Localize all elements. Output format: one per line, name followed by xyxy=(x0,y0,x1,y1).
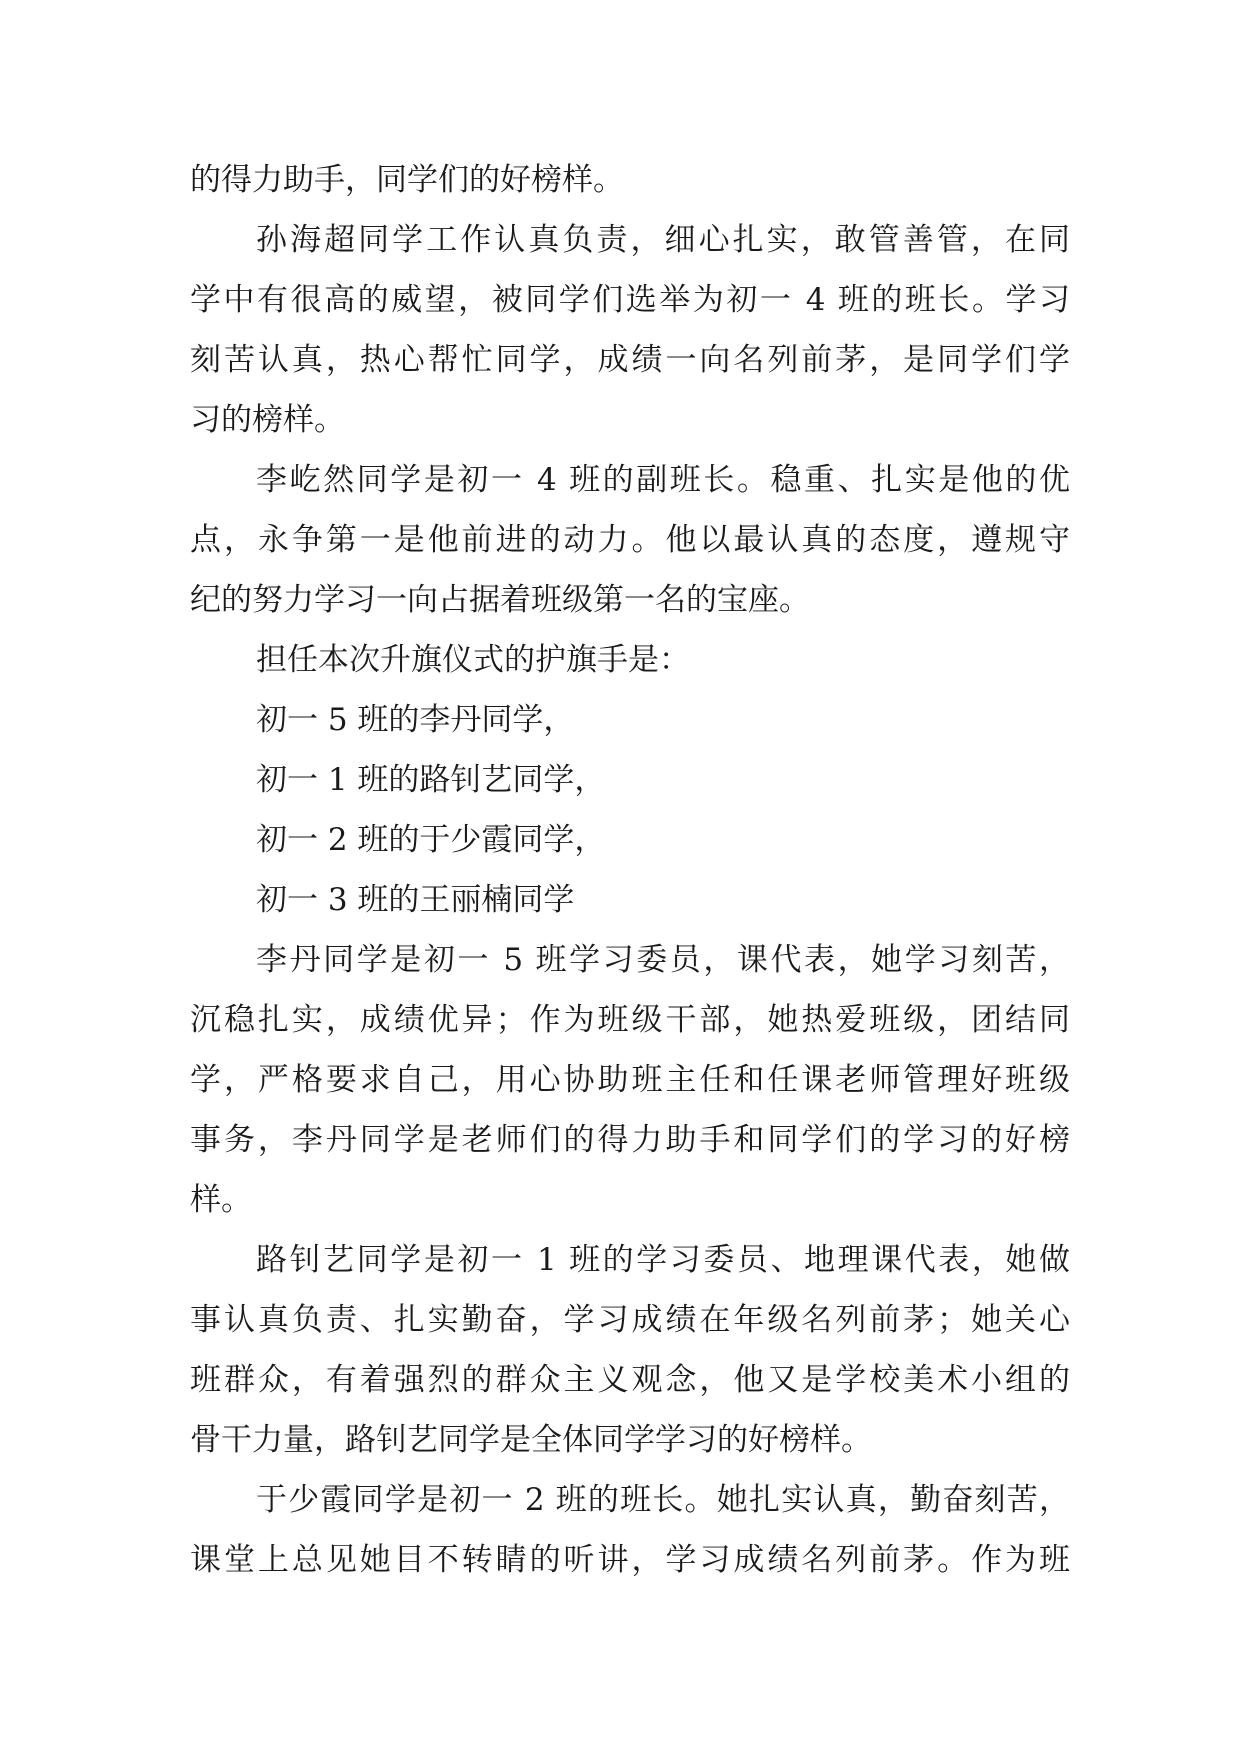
text-line: 纪的努力学习一向占据着班级第一名的宝座。 xyxy=(190,582,810,618)
text-line: 李屹然同学是初一 4 班的副班长。稳重、扎实是他的优 xyxy=(256,462,1070,498)
text-line: 初一 3 班的王丽楠同学 xyxy=(256,882,575,918)
text-line: 学中有很高的威望，被同学们选举为初一 4 班的班长。学习 xyxy=(190,282,1070,318)
document-body xyxy=(190,150,1070,1590)
text-line: 事认真负责、扎实勤奋，学习成绩在年级名列前茅；她关心 xyxy=(190,1302,1070,1338)
text-line: 刻苦认真，热心帮忙同学，成绩一向名列前茅，是同学们学 xyxy=(190,342,1070,378)
text-line: 路钊艺同学是初一 1 班的学习委员、地理课代表，她做 xyxy=(256,1242,1070,1278)
text-line: 初一 2 班的于少霞同学， xyxy=(256,822,606,858)
text-line: 习的榜样。 xyxy=(190,402,345,438)
text-line: 学，严格要求自己，用心协助班主任和任课老师管理好班级 xyxy=(190,1062,1070,1098)
text-line: 沉稳扎实，成绩优异；作为班级干部，她热爱班级，团结同 xyxy=(190,1002,1070,1038)
text-line: 骨干力量，路钊艺同学是全体同学学习的好榜样。 xyxy=(190,1422,872,1458)
text-line: 于少霞同学是初一 2 班的班长。她扎实认真，勤奋刻苦， xyxy=(256,1482,1070,1518)
text-line: 的得力助手，同学们的好榜样。 xyxy=(190,162,624,198)
text-line: 孙海超同学工作认真负责，细心扎实，敢管善管，在同 xyxy=(256,222,1070,258)
text-line: 李丹同学是初一 5 班学习委员，课代表，她学习刻苦， xyxy=(256,942,1070,978)
text-line: 班群众，有着强烈的群众主义观念，他又是学校美术小组的 xyxy=(190,1362,1070,1398)
text-line: 初一 1 班的路钊艺同学， xyxy=(256,762,606,798)
text-line: 初一 5 班的李丹同学， xyxy=(256,702,575,738)
text-line: 点，永争第一是他前进的动力。他以最认真的态度，遵规守 xyxy=(190,522,1070,558)
text-line: 担任本次升旗仪式的护旗手是： xyxy=(256,642,690,678)
text-line: 事务，李丹同学是老师们的得力助手和同学们的学习的好榜 xyxy=(190,1122,1070,1158)
text-line: 课堂上总见她目不转睛的听讲，学习成绩名列前茅。作为班 xyxy=(190,1542,1070,1578)
text-line: 样。 xyxy=(190,1182,252,1218)
